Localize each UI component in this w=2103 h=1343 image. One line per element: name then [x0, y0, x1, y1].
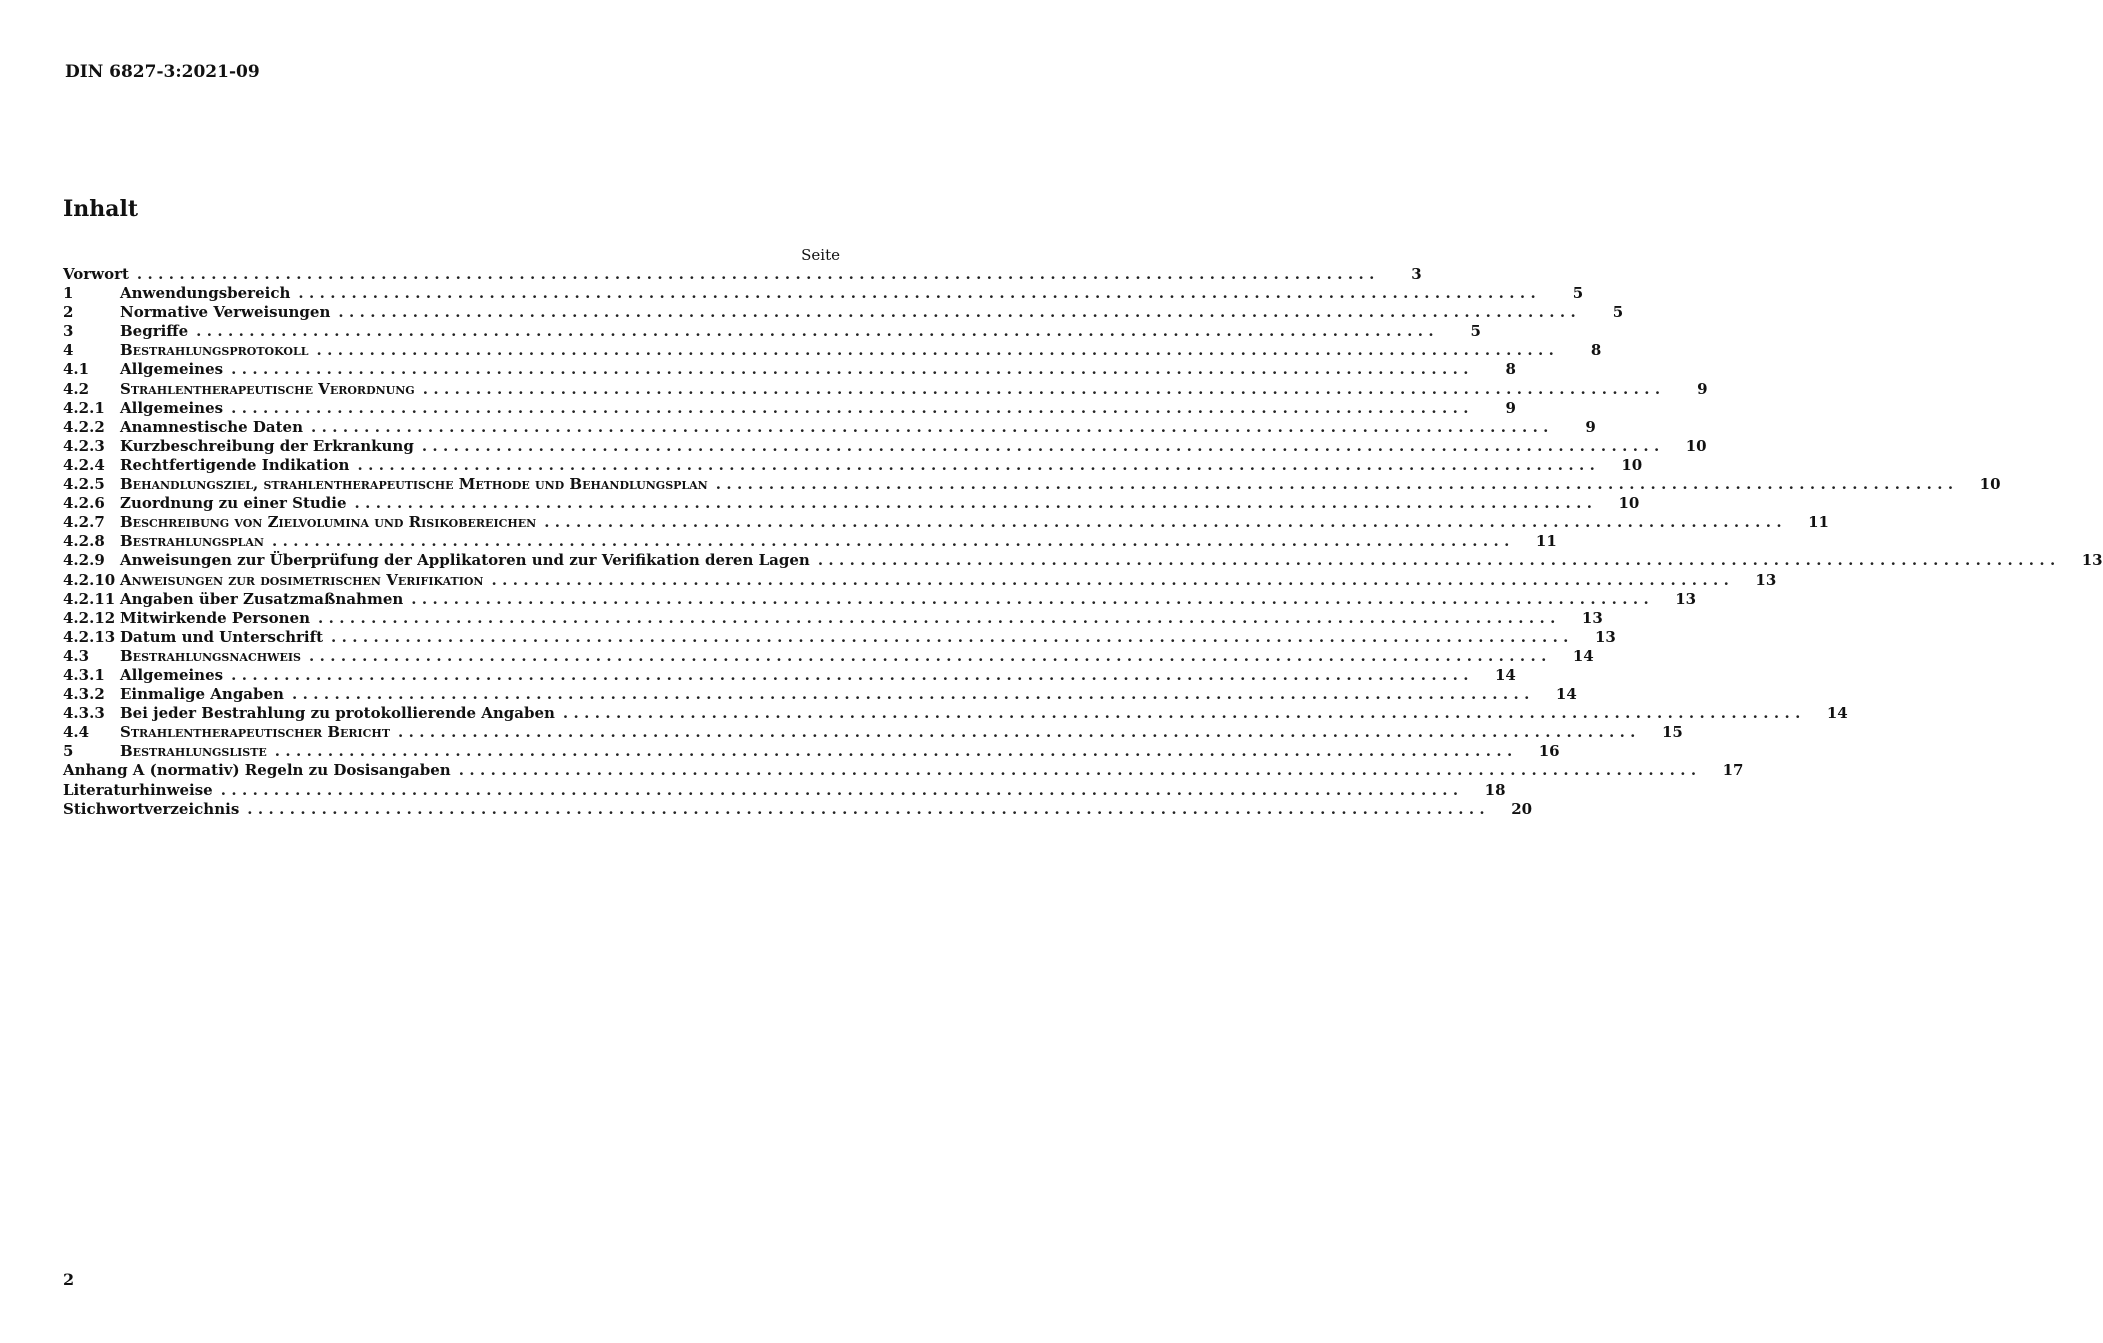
toc-entry-number: 4.2.10 — [63, 570, 116, 589]
leader-dots: ..................................................................................................................... — [271, 532, 1515, 551]
toc-entry-4-2-10[interactable] — [63, 570, 1777, 590]
toc-entry-number: 4.2 — [63, 379, 90, 398]
toc-entry-page: 14 — [1572, 646, 1594, 665]
toc-entry-page: 11 — [1808, 513, 1829, 532]
toc-entry-number: 4.3.3 — [63, 704, 105, 723]
toc-entry-4-2[interactable] — [63, 379, 1708, 399]
toc-entry-title: Einmalige Angaben — [120, 685, 284, 704]
toc-entry-1[interactable] — [63, 284, 1584, 303]
toc-entry-title: Anamnestische Daten — [120, 417, 304, 436]
leader-dots: ..................................................................................................................... — [817, 551, 2061, 570]
leader-dots: ..................................................................................................................... — [317, 608, 1561, 627]
toc-entry-title: Literaturhinweise — [63, 780, 213, 799]
toc-entry-number: 4.2.13 — [63, 627, 116, 646]
toc-entry-page: 10 — [1685, 436, 1707, 455]
toc-entry-page: 11 — [1535, 532, 1557, 551]
toc-entry-title: Bei jeder Bestrahlung zu protokollierende Angaben — [120, 704, 555, 723]
toc-entry-page: 9 — [1697, 379, 1708, 398]
leader-dots: ..................................................................................................................... — [331, 627, 1574, 646]
page-number: 2 — [63, 1270, 75, 1289]
table-of-contents — [63, 265, 2103, 819]
toc-entry-page: 13 — [1581, 608, 1603, 627]
toc-entry-stichwortverzeichnis[interactable] — [63, 799, 1533, 819]
leader-dots: ..................................................................................................................... — [398, 723, 1641, 742]
toc-entry-number: 2 — [63, 303, 74, 322]
toc-entry-title: Behandlungsziel, strahlentherapeutische Methode und Behandlungsplan — [120, 475, 708, 494]
toc-entry-number: 5 — [63, 742, 74, 761]
toc-entry-title: Vorwort — [63, 265, 129, 283]
toc-entry-4-2-12[interactable] — [63, 608, 1603, 628]
toc-entry-3[interactable] — [63, 322, 1481, 341]
toc-entry-number: 1 — [63, 284, 74, 303]
toc-entry-anhang-a[interactable] — [63, 761, 1744, 780]
toc-entry-page: 20 — [1511, 799, 1533, 818]
leader-dots: ..................................................................................................................... — [311, 417, 1554, 436]
toc-entry-4[interactable] — [63, 341, 1602, 360]
toc-entry-page: 10 — [1621, 455, 1643, 474]
toc-entry-title: Anwendungsbereich — [120, 284, 291, 303]
toc-entry-title: Begriffe — [120, 322, 189, 341]
toc-entry-page: 5 — [1612, 303, 1624, 322]
toc-entry-number: 4.2.8 — [63, 532, 105, 551]
leader-dots: ..................................................................................................................... — [247, 799, 1491, 818]
leader-dots: ..................................................................................................................... — [308, 646, 1552, 665]
toc-entry-title: Mitwirkende Personen — [120, 608, 310, 627]
toc-entry-title: Bestrahlungsliste — [120, 742, 267, 761]
toc-entry-4-3[interactable] — [63, 646, 1594, 666]
toc-entry-4-2-7[interactable] — [63, 513, 1829, 532]
leader-dots: ..................................................................................................................... — [338, 303, 1582, 322]
toc-entry-page: 13 — [2081, 551, 2103, 570]
toc-entry-4-2-4[interactable] — [63, 455, 1643, 475]
toc-entry-number: 4.3.1 — [63, 665, 105, 684]
toc-heading: Inhalt — [63, 196, 139, 222]
toc-entry-title: Anhang A (normativ) Regeln zu Dosisangaben — [63, 761, 451, 780]
toc-entry-page: 3 — [1411, 265, 1422, 283]
toc-entry-4-2-11[interactable] — [63, 589, 1697, 609]
toc-entry-title: Angaben über Zusatzmaßnahmen — [120, 589, 404, 608]
toc-entry-number: 4.3 — [63, 646, 90, 665]
toc-entry-page: 9 — [1505, 398, 1516, 417]
toc-entry-title: Stichwortverzeichnis — [63, 799, 240, 818]
leader-dots: ..................................................................................................................... — [544, 513, 1787, 532]
leader-dots: ..................................................................................................................... — [274, 742, 1518, 761]
toc-entry-page: 5 — [1572, 284, 1584, 303]
toc-entry-4-2-9[interactable] — [63, 551, 2103, 570]
toc-entry-page: 10 — [1618, 494, 1640, 513]
toc-entry-4-2-6[interactable] — [63, 494, 1640, 513]
leader-dots: ..................................................................................................................... — [298, 284, 1542, 303]
toc-entry-title: Kurzbeschreibung der Erkrankung — [120, 436, 414, 455]
toc-entry-number: 4.2.7 — [63, 513, 105, 532]
toc-entry-4-4[interactable] — [63, 723, 1683, 742]
toc-entry-title: Allgemeines — [120, 360, 224, 379]
leader-dots: ..................................................................................................................... — [354, 494, 1598, 513]
toc-entry-number: 4.2.1 — [63, 398, 105, 417]
leader-dots: ..................................................................................................................... — [411, 589, 1655, 608]
toc-entry-title: Bestrahlungsprotokoll — [120, 341, 309, 360]
leader-dots: ..................................................................................................................... — [220, 780, 1464, 799]
toc-entry-page: 8 — [1505, 360, 1516, 379]
toc-entry-number: 4.2.3 — [63, 436, 105, 455]
toc-entry-page: 14 — [1826, 704, 1848, 723]
toc-entry-number: 4.2.2 — [63, 417, 105, 436]
toc-entry-4-2-5[interactable] — [63, 475, 2001, 494]
toc-entry-page: 14 — [1495, 665, 1516, 684]
leader-dots: ..................................................................................................................... — [196, 322, 1439, 341]
toc-entry-page: 5 — [1470, 322, 1481, 341]
leader-dots: ..................................................................................................................... — [715, 475, 1959, 494]
page-column-label: Seite — [801, 246, 840, 264]
toc-entry-number: 4 — [63, 341, 74, 360]
toc-entry-title: Allgemeines — [120, 398, 224, 417]
toc-entry-page: 16 — [1538, 742, 1560, 761]
toc-entry-title: Anweisungen zur Überprüfung der Applikatoren und zur Verifikation deren Lagen — [120, 551, 810, 570]
toc-entry-page: 13 — [1755, 570, 1777, 589]
toc-entry-title: Normative Verweisungen — [120, 303, 331, 322]
leader-dots: ..................................................................................................................... — [231, 665, 1474, 684]
toc-entry-4-2-2[interactable] — [63, 417, 1596, 437]
toc-entry-4-3-1[interactable] — [63, 665, 1516, 685]
leader-dots: ..................................................................................................................... — [231, 360, 1474, 379]
toc-entry-title: Beschreibung von Zielvolumina und Risikobereichen — [120, 513, 537, 532]
toc-entry-literaturhinweise[interactable] — [63, 780, 1506, 800]
toc-entry-4-2-13[interactable] — [63, 627, 1616, 647]
toc-entry-page: 13 — [1594, 627, 1616, 646]
toc-entry-number: 4.2.4 — [63, 455, 105, 474]
toc-entry-4-2-8[interactable] — [63, 532, 1557, 551]
leader-dots: ..................................................................................................................... — [136, 265, 1380, 283]
toc-entry-page: 17 — [1722, 761, 1744, 780]
toc-entry-4-1[interactable] — [63, 360, 1516, 379]
toc-entry-title: Bestrahlungsplan — [120, 532, 264, 551]
leader-dots: ..................................................................................................................... — [562, 704, 1806, 723]
toc-entry-number: 4.3.2 — [63, 685, 105, 704]
toc-entry-title: Rechtfertigende Indikation — [120, 455, 350, 474]
leader-dots: ..................................................................................................................... — [231, 398, 1474, 417]
toc-entry-number: 4.1 — [63, 360, 90, 379]
toc-entry-title: Datum und Unterschrift — [120, 627, 324, 646]
toc-entry-title: Anweisungen zur dosimetrischen Verifikation — [120, 570, 484, 589]
toc-entry-4-3-3[interactable] — [63, 704, 1848, 723]
toc-entry-title: Strahlentherapeutischer Bericht — [120, 723, 391, 742]
leader-dots: ..................................................................................................................... — [357, 455, 1601, 474]
toc-entry-title: Strahlentherapeutische Verordnung — [120, 379, 415, 398]
toc-entry-number: 4.2.5 — [63, 475, 105, 494]
toc-entry-2[interactable] — [63, 303, 1624, 322]
toc-entry-4-2-3[interactable] — [63, 436, 1707, 456]
leader-dots: ..................................................................................................................... — [291, 685, 1535, 704]
toc-entry-vorwort[interactable] — [63, 265, 1422, 284]
toc-entry-4-2-1[interactable] — [63, 398, 1516, 418]
toc-entry-number: 4.2.9 — [63, 551, 105, 570]
toc-entry-number: 4.2.12 — [63, 608, 116, 627]
leader-dots: ..................................................................................................................... — [316, 341, 1560, 360]
leader-dots: ..................................................................................................................... — [458, 761, 1702, 780]
toc-entry-page: 14 — [1555, 685, 1577, 704]
toc-entry-page: 9 — [1585, 417, 1596, 436]
toc-entry-page: 15 — [1661, 723, 1683, 742]
toc-entry-page: 18 — [1484, 780, 1506, 799]
toc-entry-number: 4.2.11 — [63, 589, 116, 608]
toc-entry-number: 4.4 — [63, 723, 90, 742]
toc-entry-number: 4.2.6 — [63, 494, 105, 513]
document-id: DIN 6827-3:2021-09 — [65, 62, 260, 82]
toc-entry-page: 8 — [1590, 341, 1602, 360]
leader-dots: ..................................................................................................................... — [421, 436, 1665, 455]
leader-dots: ..................................................................................................................... — [491, 570, 1735, 589]
leader-dots: ..................................................................................................................... — [422, 379, 1666, 398]
toc-entry-number: 3 — [63, 322, 74, 341]
toc-entry-5[interactable] — [63, 742, 1560, 761]
toc-entry-title: Bestrahlungsnachweis — [120, 646, 301, 665]
toc-entry-title: Zuordnung zu einer Studie — [120, 494, 347, 513]
toc-entry-title: Allgemeines — [120, 665, 224, 684]
toc-entry-4-3-2[interactable] — [63, 685, 1577, 704]
toc-entry-page: 10 — [1979, 475, 2001, 494]
toc-entry-page: 13 — [1675, 589, 1697, 608]
